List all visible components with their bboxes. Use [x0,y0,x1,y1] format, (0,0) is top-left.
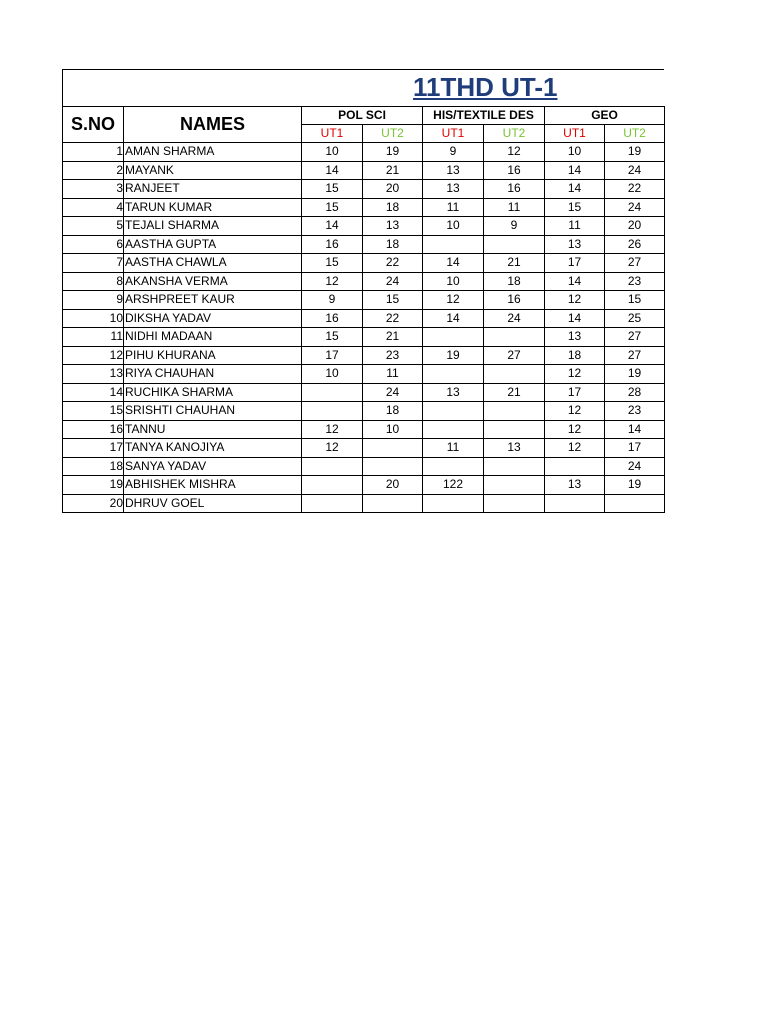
student-name-cell: PIHU KHURANA [124,346,302,365]
table-row [63,494,665,513]
pol-sci-ut1-cell: 14 [302,161,363,180]
pol-sci-ut1-cell: 14 [302,217,363,236]
serial-number-cell: 14 [63,383,124,402]
student-name-cell: SANYA YADAV [124,457,302,476]
his-textile-ut2-cell [484,494,545,513]
student-name-cell: TEJALI SHARMA [124,217,302,236]
title-row [62,69,664,106]
his-textile-ut2-cell: 12 [484,143,545,162]
geo-ut2-cell: 20 [605,217,665,236]
student-name-cell: TANYA KANOJIYA [124,439,302,458]
serial-number-cell: 7 [63,254,124,273]
geo-ut1-cell: 17 [545,254,605,273]
student-name-cell: RUCHIKA SHARMA [124,383,302,402]
serial-number-cell: 4 [63,198,124,217]
geo-ut2-cell: 27 [605,346,665,365]
his-textile-ut2-cell [484,402,545,421]
pol-sci-ut2-cell: 24 [363,383,423,402]
student-name-cell: MAYANK [124,161,302,180]
table-row [63,217,665,236]
pol-sci-ut2-cell: 13 [363,217,423,236]
pol-sci-ut2-cell: 18 [363,198,423,217]
geo-ut2-cell: 17 [605,439,665,458]
his-textile-ut1-cell: 13 [423,180,484,199]
pol-sci-ut1-cell: 15 [302,328,363,347]
pol-sci-ut1-cell: 9 [302,291,363,310]
his-textile-ut1-cell: 14 [423,254,484,273]
student-name-cell: AKANSHA VERMA [124,272,302,291]
his-textile-ut2-cell: 16 [484,180,545,199]
his-textile-ut2-cell [484,476,545,495]
geo-ut2-cell: 23 [605,402,665,421]
table-row [63,439,665,458]
serial-number-cell: 18 [63,457,124,476]
geo-ut1-cell: 12 [545,291,605,310]
serial-number-cell: 1 [63,143,124,162]
pol-sci-ut1-cell: 15 [302,180,363,199]
serial-number-cell: 10 [63,309,124,328]
pol-sci-ut1-cell: 10 [302,143,363,162]
pol-sci-ut1-cell [302,383,363,402]
pol-sci-ut2-cell [363,457,423,476]
table-row [63,476,665,495]
pol-sci-ut2-cell: 22 [363,309,423,328]
his-textile-ut2-cell [484,457,545,476]
his-textile-ut2-cell: 18 [484,272,545,291]
pol-sci-ut1-cell [302,402,363,421]
geo-ut2-cell: 15 [605,291,665,310]
sno-header: S.NO [63,107,124,143]
names-header: NAMES [124,107,302,143]
serial-number-cell: 6 [63,235,124,254]
student-name-cell: TANNU [124,420,302,439]
table-row [63,198,665,217]
geo-ut2-cell: 19 [605,143,665,162]
pol-sci-ut2-cell: 21 [363,161,423,180]
pol-sci-ut2-cell [363,439,423,458]
geo-ut2-cell: 19 [605,365,665,384]
pol-sci-ut2-cell: 18 [363,235,423,254]
his-textile-ut1-cell [423,494,484,513]
his-textile-ut2-cell: 13 [484,439,545,458]
geo-ut2-cell: 14 [605,420,665,439]
his-textile-ut1-cell: 122 [423,476,484,495]
his-textile-ut2-cell [484,328,545,347]
geo-ut2-cell: 19 [605,476,665,495]
serial-number-cell: 8 [63,272,124,291]
pol-sci-ut2-cell: 20 [363,476,423,495]
pol-sci-ut1-cell: 16 [302,235,363,254]
his-textile-ut2-cell: 9 [484,217,545,236]
his-textile-ut1-cell [423,420,484,439]
student-name-cell: AMAN SHARMA [124,143,302,162]
his-textile-ut2-cell [484,365,545,384]
table-row [63,180,665,199]
pol-sci-ut1-cell: 15 [302,254,363,273]
serial-number-cell: 13 [63,365,124,384]
his-ut1-header: UT1 [423,125,484,143]
student-name-cell: ABHISHEK MISHRA [124,476,302,495]
table-row [63,457,665,476]
pol-sci-ut2-cell: 22 [363,254,423,273]
serial-number-cell: 11 [63,328,124,347]
student-name-cell: ARSHPREET KAUR [124,291,302,310]
pol-sci-ut2-cell [363,494,423,513]
geo-ut1-cell: 12 [545,402,605,421]
table-row [63,420,665,439]
his-textile-ut1-cell [423,235,484,254]
his-textile-ut1-cell: 9 [423,143,484,162]
his-textile-ut2-cell: 11 [484,198,545,217]
header-row-groups [63,107,665,125]
geo-ut1-cell: 14 [545,180,605,199]
geo-ut2-cell: 28 [605,383,665,402]
serial-number-cell: 19 [63,476,124,495]
student-name-cell: DIKSHA YADAV [124,309,302,328]
geo-ut1-cell: 14 [545,161,605,180]
his-textile-ut2-cell: 16 [484,161,545,180]
group-header-geo: GEO [545,107,665,125]
table-body [63,143,665,513]
geo-ut1-cell: 15 [545,198,605,217]
serial-number-cell: 5 [63,217,124,236]
his-textile-ut1-cell: 11 [423,439,484,458]
table-row [63,365,665,384]
his-textile-ut1-cell [423,328,484,347]
geo-ut2-cell: 24 [605,457,665,476]
pol-sci-ut1-cell: 15 [302,198,363,217]
pol-sci-ut1-cell: 16 [302,309,363,328]
pol-sci-ut2-cell: 15 [363,291,423,310]
his-textile-ut1-cell [423,457,484,476]
geo-ut1-cell: 11 [545,217,605,236]
his-textile-ut1-cell: 19 [423,346,484,365]
pol-sci-ut2-cell: 24 [363,272,423,291]
his-textile-ut1-cell: 12 [423,291,484,310]
geo-ut2-cell: 24 [605,161,665,180]
student-name-cell: SRISHTI CHAUHAN [124,402,302,421]
student-name-cell: RANJEET [124,180,302,199]
his-textile-ut2-cell: 16 [484,291,545,310]
geo-ut1-cell: 12 [545,439,605,458]
geo-ut2-cell: 26 [605,235,665,254]
table-row [63,272,665,291]
geo-ut1-cell [545,457,605,476]
serial-number-cell: 9 [63,291,124,310]
geo-ut2-cell: 23 [605,272,665,291]
sheet-title: 11THD UT-1 [413,72,558,102]
his-textile-ut2-cell [484,420,545,439]
pol-sci-ut1-cell [302,494,363,513]
table-row [63,143,665,162]
student-name-cell: TARUN KUMAR [124,198,302,217]
table-row [63,383,665,402]
serial-number-cell: 3 [63,180,124,199]
table-row [63,402,665,421]
geo-ut2-cell: 27 [605,328,665,347]
geo-ut2-cell: 24 [605,198,665,217]
pol-sci-ut1-cell: 12 [302,420,363,439]
serial-number-cell: 12 [63,346,124,365]
geo-ut1-cell: 14 [545,309,605,328]
pol-sci-ut2-cell: 11 [363,365,423,384]
geo-ut2-cell: 27 [605,254,665,273]
table-row [63,161,665,180]
his-textile-ut2-cell: 24 [484,309,545,328]
geo-ut1-cell: 17 [545,383,605,402]
geo-ut2-cell: 22 [605,180,665,199]
his-ut2-header: UT2 [484,125,545,143]
geo-ut1-cell: 12 [545,420,605,439]
geo-ut1-cell: 10 [545,143,605,162]
his-textile-ut1-cell [423,402,484,421]
pol-sci-ut2-cell: 10 [363,420,423,439]
table-row [63,254,665,273]
serial-number-cell: 2 [63,161,124,180]
group-header-pol-sci: POL SCI [302,107,423,125]
geo-ut2-header: UT2 [605,125,665,143]
geo-ut1-cell: 12 [545,365,605,384]
serial-number-cell: 20 [63,494,124,513]
his-textile-ut1-cell: 10 [423,217,484,236]
table-row [63,309,665,328]
table-row [63,291,665,310]
pol-sci-ut1-cell [302,476,363,495]
table-row [63,328,665,347]
serial-number-cell: 17 [63,439,124,458]
his-textile-ut1-cell: 14 [423,309,484,328]
geo-ut1-cell: 14 [545,272,605,291]
his-textile-ut1-cell: 11 [423,198,484,217]
geo-ut1-cell [545,494,605,513]
table-row [63,346,665,365]
pol-ut2-header: UT2 [363,125,423,143]
his-textile-ut2-cell: 27 [484,346,545,365]
pol-sci-ut2-cell: 21 [363,328,423,347]
his-textile-ut2-cell: 21 [484,254,545,273]
geo-ut1-cell: 13 [545,328,605,347]
his-textile-ut2-cell [484,235,545,254]
table-row [63,235,665,254]
student-name-cell: RIYA CHAUHAN [124,365,302,384]
group-header-his-textile: HIS/TEXTILE DES [423,107,545,125]
his-textile-ut1-cell [423,365,484,384]
pol-sci-ut2-cell: 20 [363,180,423,199]
student-name-cell: DHRUV GOEL [124,494,302,513]
pol-sci-ut1-cell: 12 [302,272,363,291]
his-textile-ut1-cell: 13 [423,383,484,402]
pol-sci-ut2-cell: 19 [363,143,423,162]
geo-ut2-cell: 25 [605,309,665,328]
geo-ut1-cell: 18 [545,346,605,365]
pol-sci-ut2-cell: 18 [363,402,423,421]
geo-ut2-cell [605,494,665,513]
pol-sci-ut1-cell: 17 [302,346,363,365]
pol-sci-ut2-cell: 23 [363,346,423,365]
student-name-cell: AASTHA CHAWLA [124,254,302,273]
pol-sci-ut1-cell: 12 [302,439,363,458]
pol-sci-ut1-cell [302,457,363,476]
his-textile-ut1-cell: 13 [423,161,484,180]
geo-ut1-cell: 13 [545,235,605,254]
his-textile-ut1-cell: 10 [423,272,484,291]
serial-number-cell: 15 [63,402,124,421]
serial-number-cell: 16 [63,420,124,439]
student-name-cell: NIDHI MADAAN [124,328,302,347]
pol-sci-ut1-cell: 10 [302,365,363,384]
geo-ut1-header: UT1 [545,125,605,143]
student-name-cell: AASTHA GUPTA [124,235,302,254]
pol-ut1-header: UT1 [302,125,363,143]
marks-table [62,106,665,513]
geo-ut1-cell: 13 [545,476,605,495]
his-textile-ut2-cell: 21 [484,383,545,402]
